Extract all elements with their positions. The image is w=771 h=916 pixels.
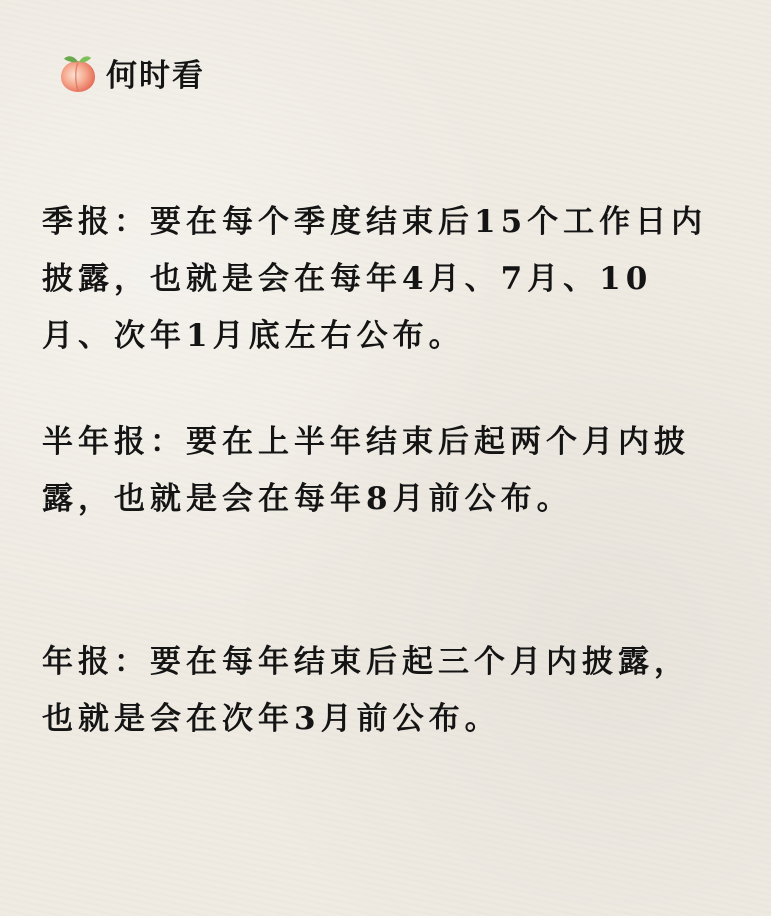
quarterly-report-paragraph: 季报：要在每个季度结束后15个工作日内披露，也就是会在每年4月、7月、10月、次年1月底左右公布。 [42, 204, 708, 354]
title-row [56, 50, 205, 95]
annual-report-paragraph: 年报：要在每年结束后起三个月内披露，也就是会在次年3月前公布。 [42, 644, 690, 737]
page-title: 何时看 [106, 58, 205, 94]
peach-icon [56, 51, 100, 95]
half-year-report-paragraph: 半年报：要在上半年结束后起两个月内披露，也就是会在每年8月前公布。 [42, 424, 690, 517]
